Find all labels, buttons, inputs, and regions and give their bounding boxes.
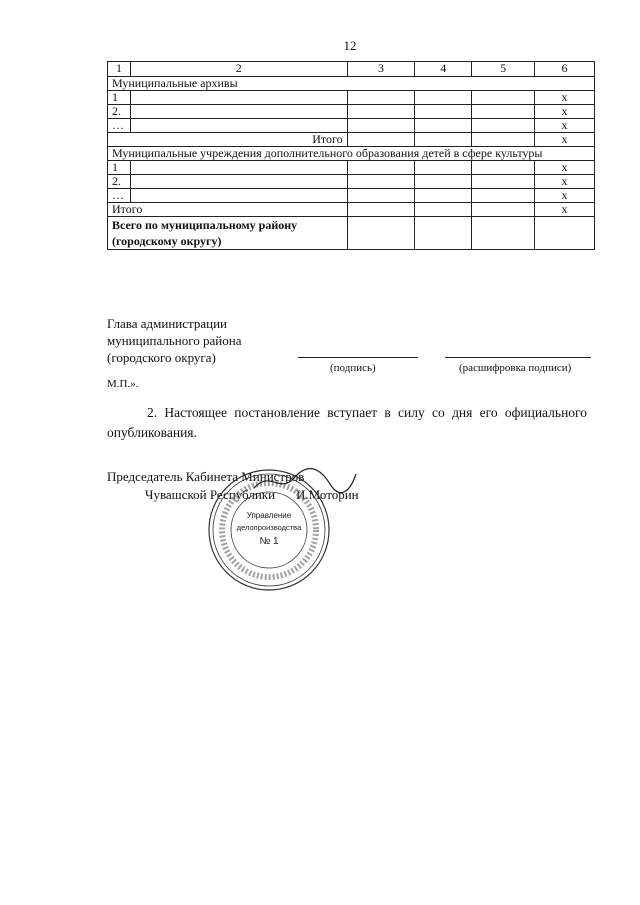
table-cell: [347, 105, 415, 119]
table-cell: [472, 189, 535, 203]
row-mark: x: [535, 175, 595, 189]
report-table: [107, 61, 595, 250]
table-cell: [415, 105, 472, 119]
total-label: Итого: [108, 203, 348, 217]
row-mark: x: [535, 189, 595, 203]
table-header-cell: 3: [347, 62, 415, 77]
table-cell: [472, 175, 535, 189]
table-cell: [472, 161, 535, 175]
row-mark: x: [535, 133, 595, 147]
table-cell: [535, 217, 595, 250]
table-cell: [472, 105, 535, 119]
chairman-title-line1: Председатель Кабинета Министров: [107, 469, 305, 484]
table-row: [108, 161, 595, 175]
signature-line: [298, 357, 418, 358]
table-cell: [415, 203, 472, 217]
table-cell: [347, 133, 415, 147]
head-of-administration-line2: муниципального района: [107, 333, 242, 348]
table-cell: [130, 161, 347, 175]
table-cell: [347, 203, 415, 217]
table-cell: [347, 119, 415, 133]
seal-place: М.П.».: [107, 378, 139, 390]
grand-total-row: [108, 217, 595, 250]
row-mark: x: [535, 119, 595, 133]
table-cell: [472, 217, 535, 250]
table-header-row: [108, 62, 595, 77]
chairman-title-line2: Чувашской Республики: [145, 487, 276, 502]
table-cell: [130, 91, 347, 105]
table-cell: [472, 91, 535, 105]
row-number: …: [108, 119, 131, 133]
table-cell: [415, 161, 472, 175]
table-row: [108, 175, 595, 189]
row-number: 1: [108, 91, 131, 105]
stamp-text-line2: делопроизводства: [236, 523, 302, 532]
table-cell: [415, 91, 472, 105]
total-label: Итого: [108, 133, 348, 147]
section-title-row: [108, 77, 595, 91]
decoding-line: [445, 357, 591, 358]
total-row: [108, 133, 595, 147]
total-row: [108, 203, 595, 217]
row-number: 1: [108, 161, 131, 175]
table-row: [108, 119, 595, 133]
head-of-administration-line1: Глава администрации: [107, 316, 228, 331]
table-cell: [347, 91, 415, 105]
row-mark: x: [535, 161, 595, 175]
section-title-row: [108, 147, 595, 161]
table-header-cell: 6: [535, 62, 595, 77]
row-number: 2.: [108, 105, 131, 119]
table-cell: [130, 189, 347, 203]
signature-stroke: [254, 469, 356, 493]
table-header-cell: 2: [130, 62, 347, 77]
row-mark: x: [535, 105, 595, 119]
table-cell: [472, 133, 535, 147]
table-row: [108, 105, 595, 119]
head-of-administration-line3: (городского округа): [107, 350, 216, 365]
table-header-cell: 5: [472, 62, 535, 77]
table-cell: [472, 119, 535, 133]
decoding-caption: (расшифровка подписи): [459, 362, 572, 374]
row-number: 2.: [108, 175, 131, 189]
table-row: [108, 91, 595, 105]
table-header-cell: 4: [415, 62, 472, 77]
table-cell: [347, 175, 415, 189]
table-row: [108, 189, 595, 203]
section-title: Муниципальные учреждения дополнительного образования детей в сфере культуры: [108, 147, 595, 161]
table-cell: [415, 175, 472, 189]
table-cell: [347, 217, 415, 250]
signature-caption: (подпись): [330, 362, 376, 374]
table-cell: [130, 175, 347, 189]
table-cell: [130, 119, 347, 133]
page-number: 12: [343, 38, 357, 53]
section-title: Муниципальные архивы: [108, 77, 595, 91]
table-cell: [415, 119, 472, 133]
handwritten-signature: [250, 466, 360, 496]
row-mark: x: [535, 203, 595, 217]
chairman-name: И.Моторин: [296, 487, 359, 502]
table-cell: [347, 161, 415, 175]
stamp-text-line3: № 1: [259, 536, 279, 547]
stamp-text-line1: Управление: [246, 511, 292, 520]
table-cell: [347, 189, 415, 203]
table-cell: [415, 189, 472, 203]
grand-total-label: Всего по муниципальному району (городскому округу): [108, 217, 348, 250]
table-header-cell: 1: [108, 62, 131, 77]
table-cell: [415, 133, 472, 147]
table-cell: [472, 203, 535, 217]
table-cell: [130, 105, 347, 119]
row-number: …: [108, 189, 131, 203]
row-mark: x: [535, 91, 595, 105]
table-cell: [415, 217, 472, 250]
closing-paragraph: 2. Настоящее постановление вступает в силу со дня его официального опубликования.: [107, 405, 587, 440]
